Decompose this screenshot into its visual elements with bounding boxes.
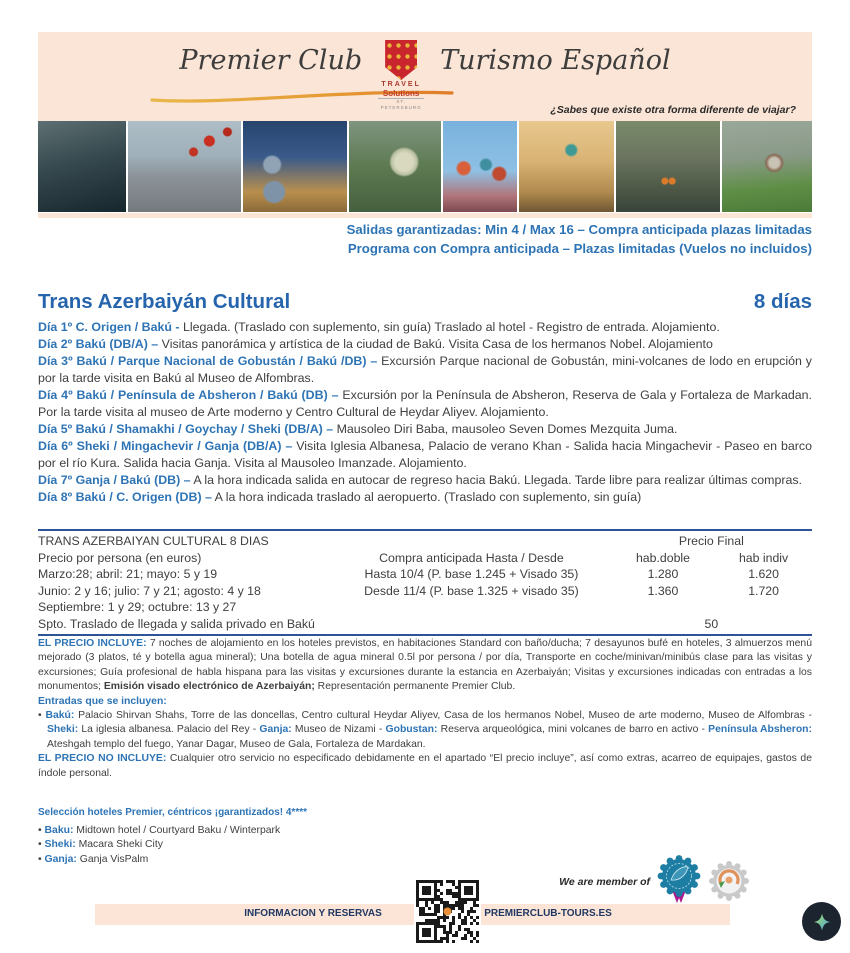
info-reservas-label: INFORMACION Y RESERVAS — [244, 908, 382, 919]
col2-header: Compra anticipada Hasta / Desde — [379, 550, 564, 565]
entradas-heading: Entradas que se incluyen: — [38, 695, 167, 707]
header-tagline: ¿Sabes que existe otra forma diferente de viajar? — [550, 104, 796, 116]
col1-header: Precio por persona (en euros) — [38, 550, 202, 565]
day-7-text: A la hora indicada salida en autocar de regreso hacia Bakú. Llegada. Tarde libre para realizar últimas compras. — [193, 473, 802, 487]
day-6 — [38, 438, 812, 472]
hotel-item: • Baku: Midtown hotel / Courtyard Baku / Winterpark — [38, 824, 281, 836]
hotel-item: • Sheki: Macara Sheki City — [38, 839, 163, 850]
day-6-text: Visita Iglesia Albanesa, Palacio de verano Khan - Salida hacia Mingachevir - Paseo en barco por el río Kura. Salida hacia Ganja. Visita al Mausoleo Imanzade. Alojamiento. — [38, 439, 812, 470]
website-link[interactable]: PREMIERCLUB-TOURS.ES — [484, 908, 612, 919]
day-4 — [38, 387, 812, 421]
announcements — [38, 220, 812, 258]
table-title: TRANS AZERBAIYAN CULTURAL 8 DIAS — [38, 534, 269, 548]
table-row — [38, 533, 812, 550]
day-2 — [38, 336, 812, 353]
day-5-label: Día 5º Bakú / Shamakhi / Goychay / Sheki (DB/A) – — [38, 422, 334, 436]
day-2-text: Visitas panorámica y artística de la ciudad de Bakú. Visita Casa de los hermanos Nobel. Alojamiento — [161, 337, 713, 351]
day-2-label: Día 2º Bakú (DB/A) – — [38, 337, 159, 351]
supplement-label: Spto. Traslado de llegada y salida privado en Bakú — [38, 616, 315, 631]
day-8 — [38, 489, 812, 506]
photo-strip — [38, 121, 812, 212]
photo-cathedral-aerial-view — [349, 121, 441, 212]
day-1-label: Día 1º C. Origen / Bakú - — [38, 320, 180, 334]
tour-title: Trans Azerbaiyán Cultural — [38, 290, 291, 313]
day-6-label: Día 6º Sheki / Mingachevir / Ganja (DB/A) – — [38, 439, 293, 453]
assistant-fab-button[interactable] — [802, 902, 841, 941]
contact-banner — [95, 904, 730, 925]
photo-city-wall-red-lanterns — [128, 121, 241, 212]
photo-hilltop-church-mountains — [722, 121, 812, 212]
day-8-text: A la hora indicada traslado al aeropuerto. (Traslado con suplemento, sin guía) — [214, 490, 642, 504]
indiv-cell: 1.720 — [748, 583, 779, 598]
table-row — [38, 566, 812, 583]
announcement-line-2: Programa con Compra anticipada – Plazas limitadas (Vuelos no incluidos) — [347, 241, 812, 256]
itinerary — [38, 319, 812, 506]
travel-solutions-logo — [378, 38, 424, 111]
brand-premier-club: Premier Club — [179, 45, 363, 76]
photo-silk-road-old-town — [519, 121, 614, 212]
hotel-names: Midtown hotel / Courtyard Baku / Winterpark — [76, 824, 281, 836]
member-of-label: We are member of — [559, 876, 650, 888]
shield-crest-icon — [385, 40, 417, 80]
tour-duration: 8 días — [753, 290, 812, 313]
hotel-city-label: Sheki: — [44, 839, 76, 850]
day-7-label: Día 7º Ganja / Bakú (DB) – — [38, 473, 191, 487]
logo-city-label: ST. PETERSBURG — [378, 98, 424, 111]
day-1-text: Llegada. (Traslado con suplemento, sin guía) Traslado al hotel - Registro de entrada. Alojamiento. — [183, 320, 720, 334]
photo-st-basils-cathedral — [443, 121, 517, 212]
dates-cell: Junio: 2 y 16; julio: 7 y 21; agosto: 4 y 18 — [38, 583, 261, 598]
day-3-label: Día 3º Bakú / Parque Nacional de Gobustán / Bakú /DB) – — [38, 354, 378, 368]
day-5 — [38, 421, 812, 438]
indiv-cell: 1.620 — [748, 567, 779, 581]
anticipada-cell: Desde 11/4 (P. base 1.325 + visado 35) — [364, 583, 579, 598]
day-7 — [38, 472, 812, 489]
day-5-text: Mausoleo Diri Baba, mausoleo Seven Domes Mezquita Juma. — [336, 422, 678, 436]
logo-solutions-label: Solutions — [382, 89, 420, 98]
table-row-supplement — [38, 616, 812, 633]
price-not-includes-paragraph: EL PRECIO NO INCLUYE: Cualquier otro servicio no especificado debidamente en el apartado “El precio incluye”, así como extras, acarreo de equipajes, gastos de índole personal. — [38, 753, 812, 779]
hotel-city-label: Ganja: — [44, 853, 77, 865]
hotel-city-label: Baku: — [44, 824, 74, 836]
photo-angkor-temple-monks — [616, 121, 720, 212]
logo-travel-label: TRAVEL — [381, 81, 421, 88]
day-3 — [38, 353, 812, 387]
peach-divider — [38, 213, 812, 218]
announcement-line-1: Salidas garantizadas: Min 4 / Max 16 – Compra anticipada plazas limitadas — [346, 222, 812, 237]
hotel-item: • Ganja: Ganja VisPalm — [38, 853, 149, 865]
final-price-header: Precio Final — [678, 534, 744, 548]
blue-rosette-badge-icon — [655, 854, 703, 911]
header — [38, 32, 812, 121]
table-row — [38, 583, 812, 600]
col3-header: hab.doble — [635, 550, 690, 565]
fine-print — [38, 637, 812, 781]
doble-cell: 1.360 — [647, 583, 679, 598]
gray-round-emblem-badge-icon — [708, 860, 750, 907]
price-includes-paragraph: EL PRECIO INCLUYE: 7 noches de alojamiento en los hoteles previstos, en habitaciones Standard con baño/ducha; 7 desayunos bufé en hoteles, 3 almuerzos menú mejorado (3 platos, té y botella agua mineral); Una botella de agua mineral 0.5l por persona / por día, Transporte en coche/minivan/minibús clase para las visitas y excursiones; Guía profesional de habla hispana para las visitas y excursiones durante la estancia en Azerbaiyán; Visitas y excursiones indicadas con entradas a los monumentos; Emisión visado electrónico de Azerbaiyán; Representación permanente Premier Club. — [38, 638, 812, 693]
brand-row — [38, 38, 812, 111]
price-table — [38, 529, 812, 636]
entradas-bullet: • Bakú: Palacio Shirvan Shahs, Torre de las doncellas, Centro cultural Heydar Aliyev, Casa de los hermanos Nobel, Museo de arte moderno, Museo de Alfombras - Sheki: La iglesia albanesa. Palacio del Rey - Ganja: Museo de Nizami - Gobustan: Reserva arqueológica, mini volcanes de barro en activo - Península Absheron: Ateshgah templo del fuego, Yanar Dagar, Museo de Gala, Fortaleza de Mardakan. — [38, 710, 812, 750]
hotel-names: Ganja VisPalm — [79, 853, 149, 865]
dates-cell: Marzo:28; abril: 21; mayo: 5 y 19 — [38, 567, 218, 581]
hotel-names: Macara Sheki City — [78, 839, 163, 850]
col4-header: hab indiv — [738, 550, 789, 565]
photo-fishermen-at-dusk — [38, 121, 126, 212]
day-3-text: Excursión Parque nacional de Gobustán, mini-volcanes de lodo en erupción y por la tarde visita en Bakú al Museo de Alfombras. — [38, 354, 812, 385]
sparkle-icon — [809, 909, 835, 935]
photo-baku-palace-minaret — [243, 121, 347, 212]
hotels-heading: Selección hoteles Premier, céntricos ¡garantizados! 4**** — [38, 807, 307, 818]
table-row — [38, 599, 812, 616]
day-8-label: Día 8º Bakú / C. Origen (DB) – — [38, 490, 212, 504]
day-1 — [38, 319, 812, 336]
dates-cell: Septiembre: 1 y 29; octubre: 13 y 27 — [38, 600, 237, 614]
day-4-label: Día 4º Bakú / Península de Absheron / Bakú (DB) – — [38, 388, 339, 402]
qr-code — [414, 878, 481, 945]
table-row — [38, 550, 812, 567]
doble-cell: 1.280 — [647, 567, 679, 581]
brand-turismo-espanol: Turismo Español — [440, 45, 671, 76]
anticipada-cell: Hasta 10/4 (P. base 1.245 + Visado 35) — [364, 567, 579, 581]
day-4-text: Excursión por la Península de Absheron, Reserva de Gala y Fortaleza de Markadan. Por la tarde visita al museo de Arte moderno y Centro Cultural de Heydar Aliyev. Alojamiento. — [38, 388, 812, 419]
supplement-value: 50 — [704, 616, 719, 631]
tour-title-row — [38, 290, 812, 314]
